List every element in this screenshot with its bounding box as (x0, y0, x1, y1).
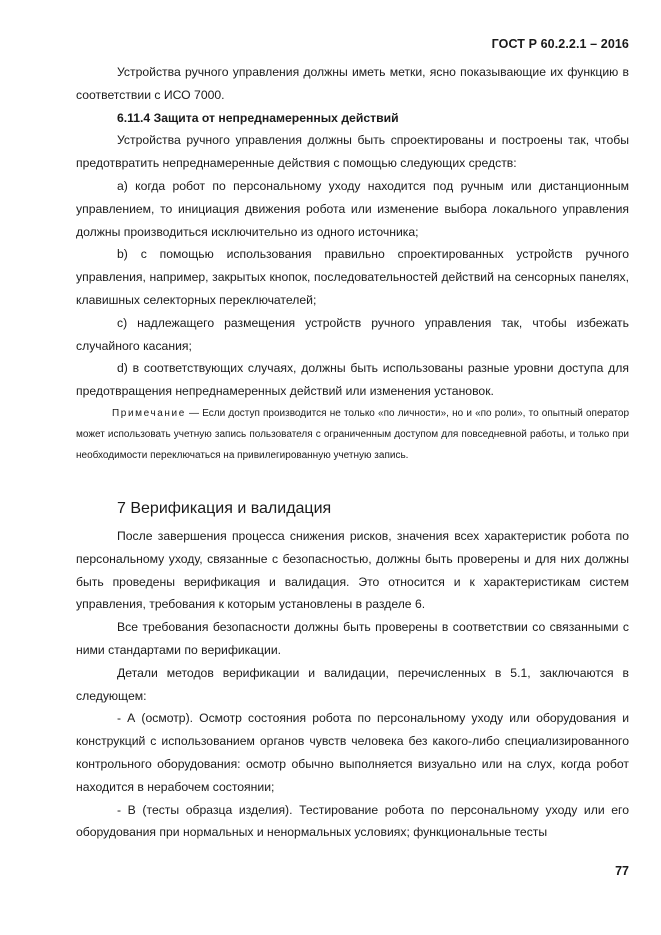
paragraph-design: Устройства ручного управления должны быть спроектированы и построены так, чтобы предотвратить непреднамеренные действия с помощью следующих средств: (76, 133, 629, 171)
paragraph-all-requirements: Все требования безопасности должны быть проверены в соответствии со связанными с ними стандартами по верификации. (76, 620, 629, 657)
section-title-7: 7 Верификация и валидация (117, 499, 332, 517)
list-item-d: d) в соответствующих случаях, должны быть использованы разные уровни доступа для предотвращения непреднамеренных действий или изменения установок. (76, 361, 629, 399)
list-item-b: b) с помощью использования правильно спроектированных устройств ручного управления, например, закрытых кнопок, последовательностей действий на сенсорных панелях, клавишных селекторных переключателей; (76, 247, 629, 307)
standard-header: ГОСТ Р 60.2.2.1 – 2016 (491, 37, 629, 51)
note-text: Если доступ производится не только «по личности», но и «по роли», то опытный оператор может использовать учетную запись пользователя с ограниченным доступом для повседневной работы, и только при необходимости переключаться на привилегированную учетную запись. (76, 407, 630, 461)
subsection-title-6-11-4: 6.11.4 Защита от непреднамеренных действий (117, 110, 399, 125)
page-content (76, 61, 629, 844)
note-dash: — (185, 407, 203, 419)
list-item-A-inspection: - А (осмотр). Осмотр состояния робота по персональному уходу или оборудования и конструкций с использованием органов чувств человека без какого-либо специализированного контрольного оборудования: осмотр обычно выполняется визуально или на слух, когда робот находится в нерабочем состоянии; (76, 711, 629, 794)
list-item-B-sample-tests: - В (тесты образца изделия). Тестирование робота по персональному уходу или его оборудования при нормальных и ненормальных условиях; функциональные тесты (76, 802, 629, 840)
paragraph-markings: Устройства ручного управления должны иметь метки, ясно показывающие их функцию в соответствии с ИСО 7000. (76, 65, 629, 102)
note (76, 403, 629, 466)
paragraph-after-risk: После завершения процесса снижения рисков, значения всех характеристик робота по персональному уходу, связанные с безопасностью, должны быть проверены и для них должны быть проведены верификация и валидация. Это относится и к характеристикам систем управления, требования к которым установлены в разделе 6. (76, 528, 629, 612)
paragraph-method-details: Детали методов верификации и валидации, перечисленных в 5.1, заключаются в следующем: (76, 665, 629, 703)
note-label: Примечание (112, 407, 186, 419)
list-item-c: c) надлежащего размещения устройств ручного управления так, чтобы избежать случайного касания; (76, 315, 629, 353)
page-number: 77 (615, 864, 629, 878)
list-item-a: a) когда робот по персональному уходу находится под ручным или дистанционным управлением, то инициация движения робота или изменение выбора локального управления должны производиться исключительно из одного источника; (76, 178, 629, 239)
